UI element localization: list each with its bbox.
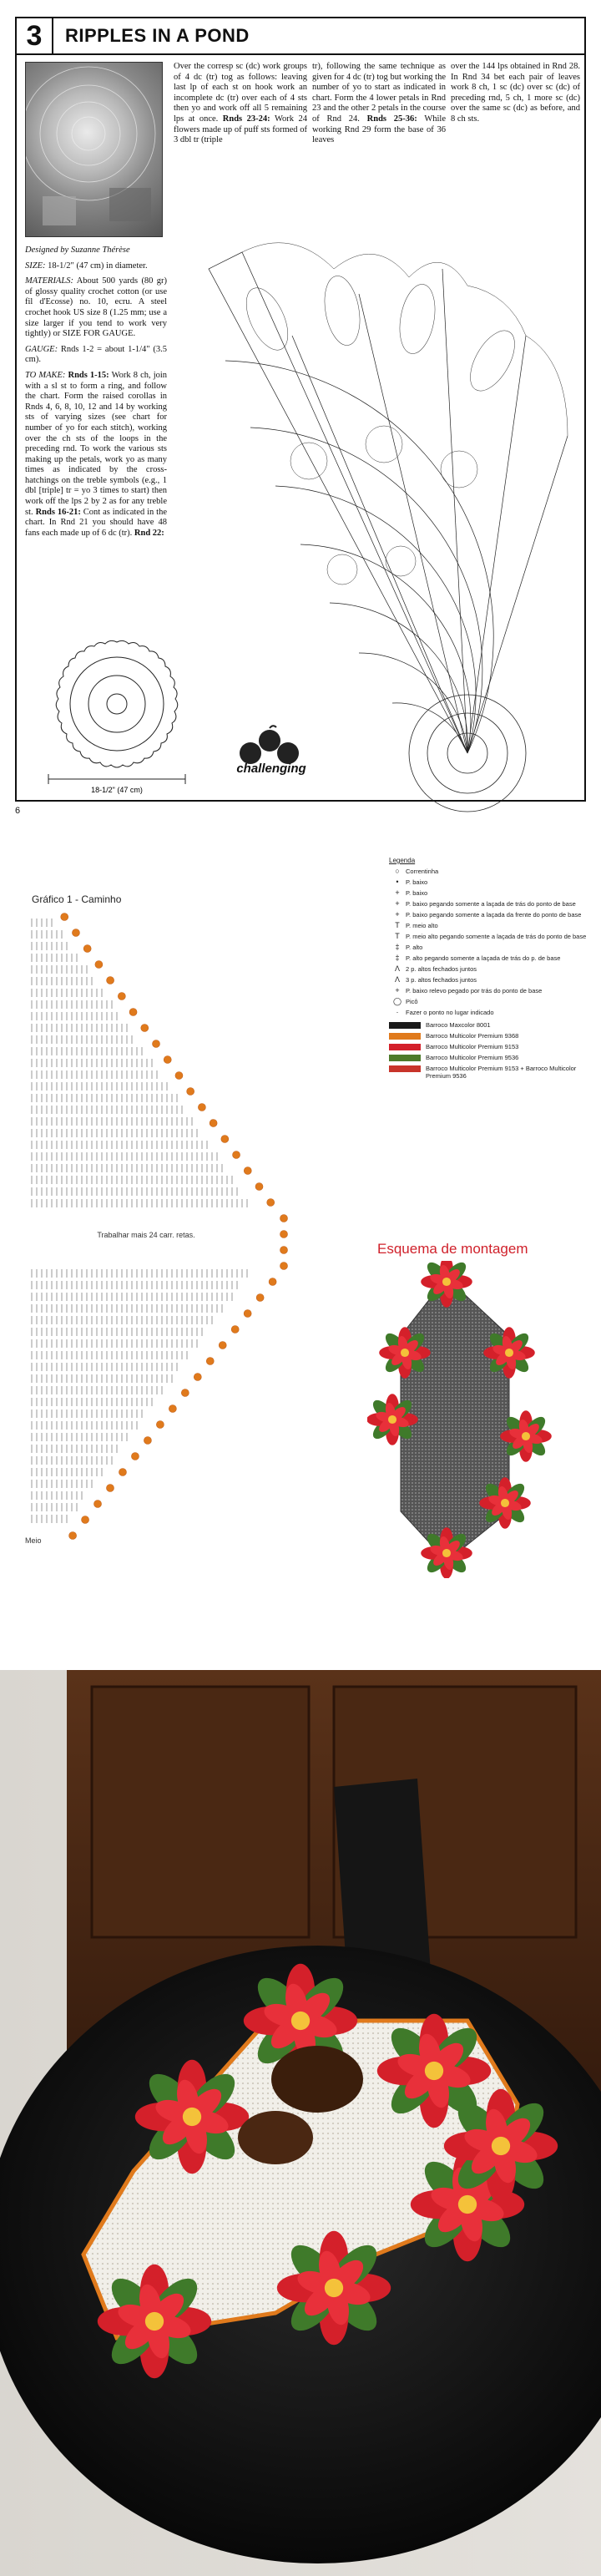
difficulty-logo bbox=[221, 724, 321, 782]
legend-symbol: T bbox=[395, 921, 400, 929]
page-number: 6 bbox=[15, 806, 21, 816]
picot-mark bbox=[280, 1247, 288, 1254]
picot-mark bbox=[280, 1215, 288, 1222]
legend-panel bbox=[389, 857, 589, 1083]
picot-mark bbox=[141, 1025, 149, 1032]
legend-item bbox=[389, 889, 589, 897]
legend-text: P. baixo relevo pegado por trás do ponto de base bbox=[406, 987, 543, 994]
legend-text: P. baixo bbox=[406, 878, 428, 886]
runner-stitch-chart bbox=[25, 908, 300, 1551]
col4-text: over the 144 lps obtained in Rnd 28. In Rnd 34 bet each pair of leaves work 8 ch, 1 sc (dc) over sc (dc) of preceding rnd, 5 ch, 1 more sc (dc) over the same sc (dc) as before, and 8 ch sts. bbox=[451, 62, 580, 124]
photo-flower bbox=[98, 2265, 211, 2378]
instructions-column-4 bbox=[451, 62, 580, 125]
montage-diagram bbox=[367, 1261, 576, 1578]
yarn-name: Barroco Multicolor Premium 9536 bbox=[426, 1054, 519, 1061]
legend-item bbox=[389, 900, 589, 908]
picot-mark bbox=[280, 1231, 288, 1238]
picot-mark bbox=[82, 1516, 89, 1524]
picot-mark bbox=[194, 1374, 201, 1381]
picot-mark bbox=[144, 1437, 151, 1445]
picot-mark bbox=[255, 1183, 263, 1191]
legend-text: P. baixo bbox=[406, 889, 428, 897]
picot-mark bbox=[187, 1088, 194, 1096]
montage-flower bbox=[500, 1410, 552, 1462]
legend-symbol: ‡ bbox=[395, 954, 400, 962]
yarn-item bbox=[389, 1021, 589, 1029]
picot-mark bbox=[280, 1263, 288, 1270]
picot-mark bbox=[94, 1501, 102, 1508]
picot-mark bbox=[107, 1485, 114, 1492]
chart-page-runner bbox=[0, 835, 601, 1670]
yarn-name: Barroco Multicolor Premium 9368 bbox=[426, 1032, 519, 1040]
montage-flower bbox=[421, 1527, 472, 1578]
legend-symbol: ◯ bbox=[392, 997, 402, 1005]
legend-text: P. alto bbox=[406, 944, 423, 951]
picot-mark bbox=[61, 913, 68, 921]
table-scene bbox=[0, 1670, 601, 2576]
rnds-16-21-text: Cont as indicated in the chart. In Rnd 21 you should have 48 fans each made up of 6 dc (tr). bbox=[25, 507, 168, 538]
tomake-rounds: Rnds 1-15: bbox=[68, 370, 109, 380]
rnds-23-24-label: Rnds 23-24: bbox=[222, 114, 270, 124]
col3-text: tr), following the same technique as given for 4 dc (tr) tog but working the number of yo to start as indicated in chart. Form the 4 lower petals in Rnd 23 and the other 2 petals in the course of Rnd 24. bbox=[312, 62, 446, 124]
col2-text: Over the corresp sc (dc) work groups of 4 dc (tr) tog as follows: leaving last lp of each st on hook work an incomplete dc (tr) over each of 4 sts then yo and work off all 5 remaining lps at once. bbox=[174, 62, 307, 124]
legend-item bbox=[389, 1009, 589, 1016]
gauge-text: Rnds 1-2 = about 1-1/4" (3.5 cm). bbox=[25, 344, 167, 365]
montage-flower bbox=[483, 1327, 535, 1379]
legend-text: 2 p. altos fechados juntos bbox=[406, 965, 477, 973]
yarn-swatch bbox=[389, 1033, 421, 1040]
materials-text: About 500 yards (80 gr) of glossy quality crochet cotton (or use fil d'Ecosse) no. 10, ecru. A steel crochet hook US size 8 (1.25 mm; use a size larger if you tend to work very tightly) or SIZE FOR GAUGE. bbox=[25, 276, 168, 339]
picot-mark bbox=[244, 1167, 251, 1175]
legend-symbol: ○ bbox=[395, 867, 400, 875]
yarn-item bbox=[389, 1054, 589, 1061]
size-diagram bbox=[33, 632, 200, 799]
difficulty-text: challenging bbox=[236, 762, 306, 776]
legend-symbol: Λ bbox=[394, 975, 400, 984]
legend-text: P. alto pegando somente a laçada de trás do p. de base bbox=[406, 954, 561, 962]
legend-text: P. baixo pegando somente a laçada da frente do ponto de base bbox=[406, 911, 582, 919]
legend-text: P. meio alto pegando somente a laçada de trás do ponto de base bbox=[406, 933, 587, 940]
page-header bbox=[17, 18, 584, 55]
legend-text: 3 p. altos fechados juntos bbox=[406, 976, 477, 984]
legend-symbol: T bbox=[395, 932, 400, 940]
rnd-22-label: Rnd 22: bbox=[134, 528, 164, 538]
picot-mark bbox=[256, 1294, 264, 1302]
finished-runner-photo bbox=[0, 1670, 601, 2576]
picot-mark bbox=[206, 1358, 214, 1365]
picot-mark bbox=[107, 977, 114, 984]
legend-symbol: + bbox=[395, 986, 400, 994]
legend-item bbox=[389, 911, 589, 919]
legend-item bbox=[389, 933, 589, 940]
picot-mark bbox=[118, 993, 125, 1000]
legend-text: Correntinha bbox=[406, 868, 439, 875]
legend-symbol: + bbox=[395, 899, 400, 908]
size-text: 18-1/2" (47 cm) in diameter. bbox=[48, 261, 148, 271]
picot-mark bbox=[119, 1469, 126, 1476]
pattern-page-ripples bbox=[0, 0, 601, 835]
yarn-item bbox=[389, 1032, 589, 1040]
legend-item bbox=[389, 954, 589, 962]
montage-flower bbox=[379, 1327, 431, 1379]
legend-text: Picô bbox=[406, 998, 418, 1005]
legend-item bbox=[389, 965, 589, 973]
picot-mark bbox=[198, 1104, 205, 1111]
legend-text: Fazer o ponto no lugar indicado bbox=[406, 1009, 494, 1016]
rnds-25-36-text: While working Rnd 29 form the base of 36 leaves bbox=[312, 114, 447, 145]
picot-mark bbox=[244, 1310, 251, 1318]
picot-mark bbox=[72, 929, 79, 937]
legend-item bbox=[389, 944, 589, 951]
picot-mark bbox=[221, 1136, 229, 1143]
rnds-25-36-label: Rnds 25-36: bbox=[366, 114, 417, 124]
picot-mark bbox=[95, 961, 103, 969]
legend-item bbox=[389, 976, 589, 984]
size-label: SIZE: bbox=[25, 261, 46, 271]
pattern-title: RIPPLES IN A POND bbox=[65, 25, 250, 46]
doily-photo bbox=[25, 62, 163, 237]
yarn-item bbox=[389, 1065, 589, 1080]
picot-mark bbox=[156, 1421, 164, 1429]
photo-flower bbox=[135, 2060, 249, 2174]
yarn-name: Barroco Maxcolor 8001 bbox=[426, 1021, 491, 1029]
legend-text: P. meio alto bbox=[406, 922, 438, 929]
picot-mark bbox=[210, 1120, 217, 1127]
picot-mark bbox=[83, 945, 91, 953]
yarn-swatch bbox=[389, 1044, 421, 1050]
legend-symbol: Λ bbox=[394, 964, 400, 973]
photo-flower bbox=[444, 2089, 558, 2203]
picot-mark bbox=[269, 1278, 276, 1286]
instructions-column-3 bbox=[312, 62, 446, 146]
legend-symbol: · bbox=[396, 1008, 399, 1016]
runner-chart-title: Gráfico 1 - Caminho bbox=[32, 893, 122, 905]
picot-mark bbox=[233, 1151, 240, 1159]
yarn-name: Barroco Multicolor Premium 9153 + Barroco Multicolor Premium 9536 bbox=[426, 1065, 577, 1080]
page-frame bbox=[15, 17, 586, 802]
legend-item bbox=[389, 878, 589, 886]
yarn-swatch bbox=[389, 1065, 421, 1072]
legend-item bbox=[389, 998, 589, 1005]
legend-title: Legenda bbox=[389, 857, 416, 864]
tomake-label: TO MAKE: bbox=[25, 370, 66, 380]
montage-flower bbox=[367, 1394, 418, 1445]
picot-mark bbox=[153, 1040, 160, 1048]
materials-label: MATERIALS: bbox=[25, 276, 73, 286]
yarn-swatch bbox=[389, 1022, 421, 1029]
picot-mark bbox=[164, 1056, 171, 1064]
yarn-item bbox=[389, 1043, 589, 1050]
legend-text: P. baixo pegando somente a laçada de trás do ponto de base bbox=[406, 900, 576, 908]
chart-start-label: Meio bbox=[25, 1536, 42, 1545]
picot-mark bbox=[129, 1009, 137, 1016]
montage-flower bbox=[479, 1477, 531, 1529]
gauge-label: GAUGE: bbox=[25, 344, 58, 354]
picot-mark bbox=[175, 1072, 183, 1080]
chart-note: Trabalhar mais 24 carr. retas. bbox=[97, 1231, 195, 1239]
picot-mark bbox=[181, 1389, 189, 1397]
legend-symbol: + bbox=[395, 888, 400, 897]
diagram-dimension-label: 18-1/2" (47 cm) bbox=[91, 786, 143, 794]
picot-mark bbox=[267, 1199, 275, 1207]
picot-mark bbox=[131, 1453, 139, 1460]
photo-flower bbox=[277, 2231, 391, 2345]
legend-item bbox=[389, 987, 589, 994]
legend-symbol: + bbox=[395, 910, 400, 919]
instructions-column-2 bbox=[174, 62, 307, 146]
legend-item bbox=[389, 922, 589, 929]
yarn-swatch bbox=[389, 1055, 421, 1061]
legend-symbol: ‡ bbox=[395, 943, 400, 951]
instructions-column-1 bbox=[25, 245, 167, 544]
picot-mark bbox=[69, 1532, 77, 1540]
yarn-name: Barroco Multicolor Premium 9153 bbox=[426, 1043, 519, 1050]
montage-title: Esquema de montagem bbox=[377, 1241, 528, 1257]
pattern-number: 3 bbox=[17, 18, 53, 54]
picot-mark bbox=[219, 1342, 226, 1349]
tomake-text: Work 8 ch, join with a sl st to form a ring, and follow the chart. Form the raised corollas in Rnds 4, 6, 8, 10, 12 and 14 by working sts of varying sizes (see chart for number of yo for each stitch), working over the ch sts of the loops in the preceding rnd. To work the various sts making up the petals, work yo as many times as indicated by the cross-hatchings on the treble symbols (e.g., 1 dbl [triple] tr = yo 3 times to start) then work off the lps 2 by 2 as for any treble st. bbox=[25, 370, 168, 517]
legend-symbol: • bbox=[396, 878, 399, 886]
designer-credit: Designed by Suzanne Thérèse bbox=[25, 245, 130, 255]
picot-mark bbox=[231, 1326, 239, 1334]
legend-item bbox=[389, 868, 589, 875]
rnds-23-24-text: Work 24 flowers made up of puff sts formed of 3 dbl tr (triple bbox=[174, 114, 308, 145]
picot-mark bbox=[169, 1405, 176, 1413]
rnds-16-21-label: Rnds 16-21: bbox=[35, 507, 81, 517]
